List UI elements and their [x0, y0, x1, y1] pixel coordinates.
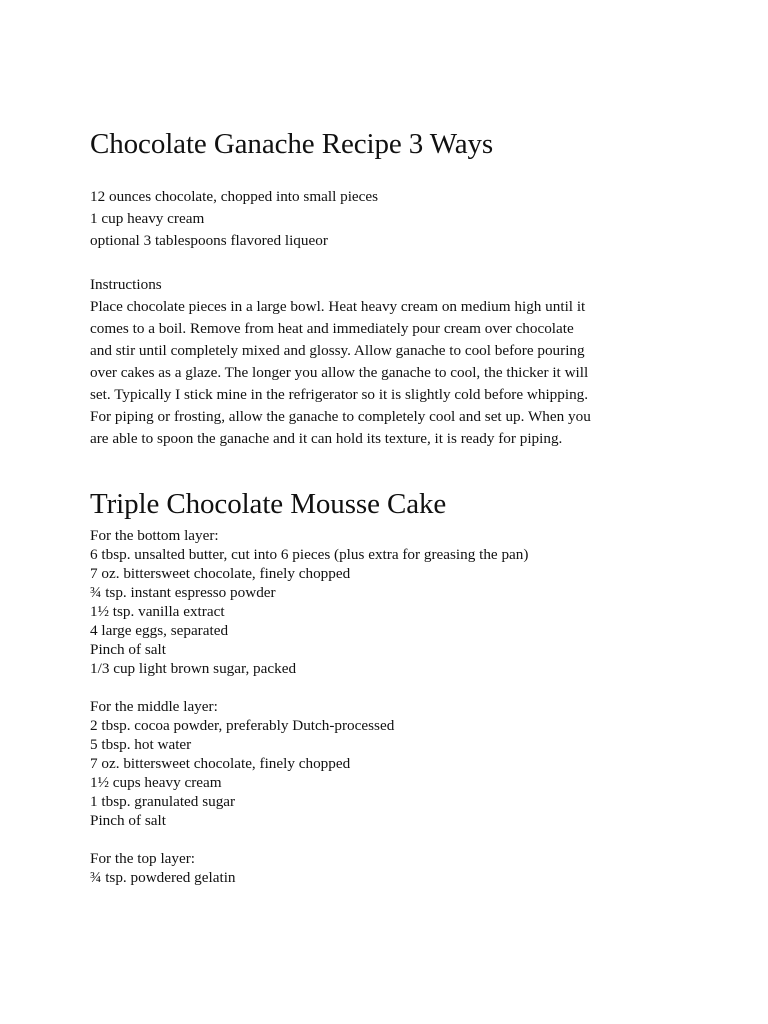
- mousse-cake-title: Triple Chocolate Mousse Cake: [90, 488, 447, 520]
- mousse-cake-section: [90, 484, 690, 887]
- ingredient-line: 12 ounces chocolate, chopped into small pieces: [90, 188, 379, 205]
- spacer: [90, 678, 690, 697]
- ingredient-line: 1/3 cup light brown sugar, packed: [90, 660, 297, 677]
- ingredient-line: ¾ tsp. instant espresso powder: [90, 584, 276, 601]
- ganache-title: Chocolate Ganache Recipe 3 Ways: [90, 128, 494, 160]
- ingredient-line: 7 oz. bittersweet chocolate, finely chopped: [90, 755, 351, 772]
- spacer: [90, 830, 690, 849]
- middle-layer-list: [90, 697, 690, 830]
- ingredient-line: optional 3 tablespoons flavored liqueor: [90, 232, 328, 249]
- instructions-line: are able to spoon the ganache and it can hold its texture, it is ready for piping.: [90, 430, 563, 447]
- ingredient-line: 5 tbsp. hot water: [90, 736, 192, 753]
- ingredient-line: ¾ tsp. powdered gelatin: [90, 869, 236, 886]
- ingredient-line: Pinch of salt: [90, 641, 166, 658]
- bottom-layer-heading: For the bottom layer:: [90, 527, 219, 544]
- ingredient-line: 1 tbsp. granulated sugar: [90, 793, 236, 810]
- instructions-line: For piping or frosting, allow the ganache to completely cool and set up. When you: [90, 408, 591, 425]
- top-layer-heading: For the top layer:: [90, 850, 196, 867]
- ingredient-line: Pinch of salt: [90, 812, 166, 829]
- instructions-line: Place chocolate pieces in a large bowl. Heat heavy cream on medium high until it: [90, 298, 586, 315]
- ingredient-line: 1 cup heavy cream: [90, 210, 205, 227]
- instructions-line: and stir until completely mixed and glossy. Allow ganache to cool before pouring: [90, 342, 585, 359]
- ingredient-line: 4 large eggs, separated: [90, 622, 229, 639]
- instructions-line: over cakes as a glaze. The longer you allow the ganache to cool, the thicker it will: [90, 364, 589, 381]
- middle-layer-heading: For the middle layer:: [90, 698, 218, 715]
- instructions-line: comes to a boil. Remove from heat and immediately pour cream over chocolate: [90, 320, 574, 337]
- ingredient-line: 1½ tsp. vanilla extract: [90, 603, 225, 620]
- top-layer-list: [90, 849, 690, 887]
- ingredient-line: 2 tbsp. cocoa powder, preferably Dutch-processed: [90, 717, 395, 734]
- ingredient-line: 1½ cups heavy cream: [90, 774, 222, 791]
- ingredient-line: 7 oz. bittersweet chocolate, finely chopped: [90, 565, 351, 582]
- ganache-instructions: [90, 274, 690, 450]
- spacer: [90, 252, 690, 274]
- bottom-layer-list: [90, 526, 690, 678]
- document-content: [90, 124, 690, 887]
- instructions-line: set. Typically I stick mine in the refrigerator so it is slightly cold before whipping.: [90, 386, 589, 403]
- instructions-heading: Instructions: [90, 276, 162, 293]
- ganache-section: [90, 124, 690, 450]
- ingredient-line: 6 tbsp. unsalted butter, cut into 6 pieces (plus extra for greasing the pan): [90, 546, 529, 563]
- ganache-ingredients: [90, 186, 690, 252]
